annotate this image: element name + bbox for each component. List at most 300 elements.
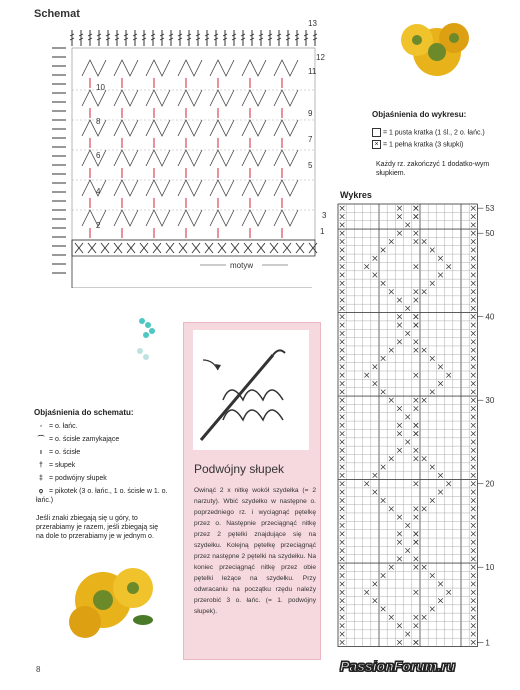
chain-arc [242,90,266,106]
row-number-label: 5 [308,161,313,170]
filled-cell [438,365,443,370]
row-number-label: 9 [308,109,313,118]
wykres-legend-title: Objaśnienia do wykresu: [372,110,467,119]
chain-arc [82,180,106,196]
filled-cell [340,281,345,286]
chain-arc [82,60,106,76]
filled-cell [373,473,378,478]
bead-decoration [132,315,172,365]
chain-arc [114,60,138,76]
filled-cell [340,348,345,353]
legend-row-1 [36,435,176,444]
chain-arc [274,120,298,136]
row-axis-label: 10 [485,563,495,573]
filled-cell [397,448,402,453]
double-crochet-mark [277,30,281,46]
double-crochet-mark [187,30,191,46]
filled-cell [471,515,476,520]
filled-cell [422,398,427,403]
filled-cell [381,465,386,470]
filled-cell [414,532,419,537]
stitch-symbol-icon: † [39,462,43,469]
filled-cell [397,298,402,303]
filled-cell [471,640,476,645]
cross-cell [244,243,252,253]
filled-cell [340,565,345,570]
filled-cell [381,390,386,395]
double-crochet-mark [286,30,290,46]
filled-cell [340,423,345,428]
filled-cell [471,573,476,578]
filled-cell [364,590,369,595]
filled-cell [414,557,419,562]
filled-cell [340,381,345,386]
filled-cell [340,498,345,503]
filled-cell [340,339,345,344]
legend-row-0 [36,422,176,431]
wykres-grid [336,200,506,660]
chain-arc [210,90,234,106]
filled-cell [381,356,386,361]
filled-cell [471,582,476,587]
filled-cell [414,481,419,486]
legend-text: = o. ścisłe [49,449,81,456]
filled-cell [340,523,345,528]
filled-cell [422,289,427,294]
filled-cell [471,373,476,378]
legend-row-3 [36,461,176,470]
chain-arc [242,60,266,76]
filled-cell [340,607,345,612]
filled-cell [471,448,476,453]
filled-cell [471,490,476,495]
filled-cell [471,607,476,612]
chain-arc [242,120,266,136]
filled-cell [340,540,345,545]
chain-arc [178,60,202,76]
filled-cell [340,506,345,511]
wykres-title: Wykres [340,190,372,200]
filled-cell [381,607,386,612]
filled-cell [471,206,476,211]
filled-cell [389,456,394,461]
cross-cell [88,243,96,253]
stitch-symbol-icon: ‡ [39,475,43,482]
filled-cell [397,231,402,236]
row-axis-label: 53 [485,204,495,214]
filled-cell [340,323,345,328]
filled-cell [397,323,402,328]
filled-cell [340,231,345,236]
filled-cell [340,590,345,595]
chain-arc [178,210,202,226]
filled-cell [471,456,476,461]
filled-cell [340,473,345,478]
double-crochet-mark [232,30,236,46]
filled-cell [389,348,394,353]
filled-cell [471,540,476,545]
filled-cell [414,373,419,378]
chain-arc [146,180,170,196]
filled-cell [471,323,476,328]
filled-cell [414,448,419,453]
legend-text: = pikotek (3 o. łańc., 1 o. ścisłe w 1. o. łańc.) [36,488,168,504]
filled-cell [471,623,476,628]
filled-cell [340,223,345,228]
double-crochet-mark [304,30,308,46]
row-number-label: 12 [316,53,325,62]
filled-cell [340,573,345,578]
filled-cell [340,264,345,269]
filled-cell [430,281,435,286]
filled-cell [471,306,476,311]
filled-cell [471,339,476,344]
filled-cell [471,440,476,445]
filled-cell [340,440,345,445]
legend-row-2 [36,448,176,457]
double-crochet-mark [268,30,272,46]
filled-cell [364,481,369,486]
filled-cell [340,390,345,395]
filled-cell [414,506,419,511]
filled-cell [340,248,345,253]
filled-cell [373,582,378,587]
filled-cell [405,223,410,228]
filled-cell [405,306,410,311]
filled-cell [414,348,419,353]
chain-arc [210,120,234,136]
filled-cell [340,515,345,520]
filled-cell [446,264,451,269]
filled-cell [414,231,419,236]
chain-arc [210,60,234,76]
double-crochet-mark [241,30,245,46]
filled-cell [397,314,402,319]
double-crochet-mark [313,30,317,46]
chain-arc [146,210,170,226]
filled-cell [471,273,476,278]
cross-cell [231,243,239,253]
stitch-symbol-icon: ⌒ [37,436,45,443]
filled-cell [389,615,394,620]
filled-cell [471,406,476,411]
filled-cell [422,456,427,461]
double-crochet-mark [133,30,137,46]
filled-cell [340,623,345,628]
hook-illustration [193,330,309,450]
filled-cell [397,515,402,520]
panel-title: Podwójny słupek [194,462,285,476]
row-number-label: 3 [322,211,327,220]
double-crochet-mark [295,30,299,46]
filled-cell [471,256,476,261]
cross-cell [179,243,187,253]
filled-cell [471,239,476,244]
filled-cell [471,264,476,269]
filled-cell [471,223,476,228]
cross-cell [283,243,291,253]
filled-cell [471,214,476,219]
filled-cell [389,289,394,294]
filled-cell [438,381,443,386]
double-crochet-mark [70,30,74,46]
filled-cell [405,548,410,553]
filled-cell [405,632,410,637]
filled-cell [438,582,443,587]
filled-cell [373,273,378,278]
filled-cell [471,331,476,336]
row-axis-label: 50 [485,229,495,239]
schemat-legend-title: Objaśnienia do schematu: [34,408,134,417]
double-crochet-mark [97,30,101,46]
filled-cell [438,473,443,478]
chain-arc [178,90,202,106]
chain-arc [114,180,138,196]
filled-cell [471,498,476,503]
filled-cell [340,306,345,311]
chain-arc [146,150,170,166]
filled-cell [414,456,419,461]
filled-cell [471,632,476,637]
double-crochet-mark [178,30,182,46]
legend-text: = o. ścisłe zamykające [49,436,120,443]
filled-cell [471,532,476,537]
filled-cell [397,431,402,436]
double-crochet-mark [151,30,155,46]
row-axis-label: 30 [485,396,495,406]
filled-cell [381,281,386,286]
double-crochet-mark [223,30,227,46]
filled-cell [340,557,345,562]
filled-cell [340,481,345,486]
cross-cell [153,243,161,253]
filled-cell [340,465,345,470]
stitch-symbol-icon: ı [40,449,42,456]
filled-cell [422,506,427,511]
filled-cell [471,431,476,436]
legend-row-empty: = 1 pusta kratka (1 śl., 2 o. łańc.) [372,128,485,137]
double-crochet-mark [115,30,119,46]
filled-cell [340,431,345,436]
row-number-label: 4 [96,187,101,196]
filled-cell [340,640,345,645]
filled-cell [414,590,419,595]
filled-cell [397,623,402,628]
chain-arc [242,210,266,226]
filled-cell [471,548,476,553]
filled-cell [471,415,476,420]
chain-arc [210,210,234,226]
chain-arc [114,210,138,226]
chain-arc [178,150,202,166]
row-number-label: 8 [96,117,101,126]
filled-cell [471,289,476,294]
filled-cell [414,289,419,294]
double-crochet-mark [124,30,128,46]
filled-cell [389,565,394,570]
filled-cell [446,481,451,486]
filled-cell [373,598,378,603]
row-axis-label: 20 [485,479,495,489]
chain-arc [82,150,106,166]
filled-cell [414,239,419,244]
filled-cell [471,481,476,486]
row-end-note: Każdy rz. zakończyć 1 dodatko-wym słupkiem. [376,161,490,177]
filled-cell [340,356,345,361]
filled-cell [422,565,427,570]
chain-arc [82,210,106,226]
filled-cell [471,365,476,370]
filled-cell [414,423,419,428]
flower-image-top [392,10,482,90]
filled-cell [414,323,419,328]
filled-cell [340,532,345,537]
filled-cell [364,373,369,378]
row-number-label: 10 [96,83,105,92]
panel-instructions: Owinąć 2 x nitkę wokół szydełka (= 2 narzuty). Wbić szydełko w następne o. poprzedniego rz. i wyciągnąć pętelkę przez o. Następnie przeciągnąć nitkę przez 2 pętelki znajdujące się na szydełku. Kolejną pętelkę przeciągnąć przez następne 2 pętelki na szydełku. Na koniec przeciągnąć nitkę przez obie pętelki leżące na szydełku. Przy odwracaniu na początku rzędu należy przerobić 3 o. łańc. (= 1. podwójny słupek). [194,487,316,615]
filled-cell [405,331,410,336]
filled-cell [438,273,443,278]
filled-cell [430,573,435,578]
chain-arc [274,90,298,106]
filled-cell [373,365,378,370]
filled-cell [471,615,476,620]
filled-cell [430,356,435,361]
double-crochet-mark [169,30,173,46]
chain-arc [274,210,298,226]
filled-cell [422,348,427,353]
filled-cell [340,456,345,461]
filled-cell [471,465,476,470]
filled-cell [430,465,435,470]
filled-cell [340,206,345,211]
filled-cell [446,373,451,378]
filled-cell [471,473,476,478]
filled-cell [414,298,419,303]
filled-cell [471,565,476,570]
filled-cell [430,607,435,612]
cross-cell [75,243,83,253]
double-crochet-mark [205,30,209,46]
row-axis-label: 1 [485,638,490,648]
row-number-label: 7 [308,135,313,144]
filled-cell [381,248,386,253]
filled-cell [381,573,386,578]
chain-arc [242,180,266,196]
filled-cell [340,331,345,336]
filled-cell [397,423,402,428]
double-crochet-mark [250,30,254,46]
filled-cell [414,264,419,269]
stitch-symbol-icon: ◦ [39,423,43,430]
stitch-symbol-icon: ọ [38,488,44,495]
filled-cell [340,582,345,587]
filled-cell [340,632,345,637]
double-crochet-mark [160,30,164,46]
double-crochet-mark [106,30,110,46]
filled-cell [414,206,419,211]
filled-cell [471,398,476,403]
filled-cell [471,298,476,303]
double-crochet-mark [214,30,218,46]
filled-cell [414,431,419,436]
filled-cell [471,348,476,353]
filled-cell [405,523,410,528]
filled-cell [340,415,345,420]
filled-cell [373,256,378,261]
filled-cell [373,490,378,495]
filled-cell [389,506,394,511]
double-crochet-mark [142,30,146,46]
filled-cell [471,423,476,428]
row-number-label: 2 [96,221,101,230]
filled-cell [414,406,419,411]
filled-cell [340,398,345,403]
double-crochet-mark [88,30,92,46]
chain-arc [82,90,106,106]
filled-cell [471,281,476,286]
filled-cell [414,640,419,645]
filled-cell [381,498,386,503]
filled-cell [340,448,345,453]
filled-cell [471,598,476,603]
flower-image-bottom [55,550,165,645]
schemat-title: Schemat [34,8,80,20]
filled-cell [430,498,435,503]
filled-cell [397,214,402,219]
filled-cell [340,256,345,261]
filled-cell [438,490,443,495]
filled-cell [471,356,476,361]
row-number-label: 13 [308,19,317,28]
filled-cell [414,214,419,219]
chain-arc [178,180,202,196]
filled-cell [471,590,476,595]
filled-cell [340,615,345,620]
filled-cell [471,390,476,395]
filled-cell [340,490,345,495]
filled-cell [430,248,435,253]
cross-cell [257,243,265,253]
chain-arc [210,150,234,166]
chain-arc [274,150,298,166]
row-axis-label: 40 [485,312,495,322]
filled-cell [340,314,345,319]
filled-cell [389,398,394,403]
filled-cell [438,598,443,603]
filled-cell [340,214,345,219]
cross-cell [205,243,213,253]
row-number-label: 1 [320,227,325,236]
empty-box-icon [372,128,381,137]
filled-cell [471,231,476,236]
cross-cell [296,243,304,253]
filled-cell [414,615,419,620]
filled-cell [405,440,410,445]
filled-cell [397,640,402,645]
schemat-diagram [30,18,340,288]
cross-cell [127,243,135,253]
chain-arc [82,120,106,136]
watermark-logo: PassionForum.ru [340,658,456,674]
legend-row-5 [36,487,176,505]
filled-cell [471,557,476,562]
chain-arc [146,120,170,136]
filled-cell [414,398,419,403]
page-number: 8 [36,665,41,674]
filled-cell [414,565,419,570]
filled-cell [364,264,369,269]
